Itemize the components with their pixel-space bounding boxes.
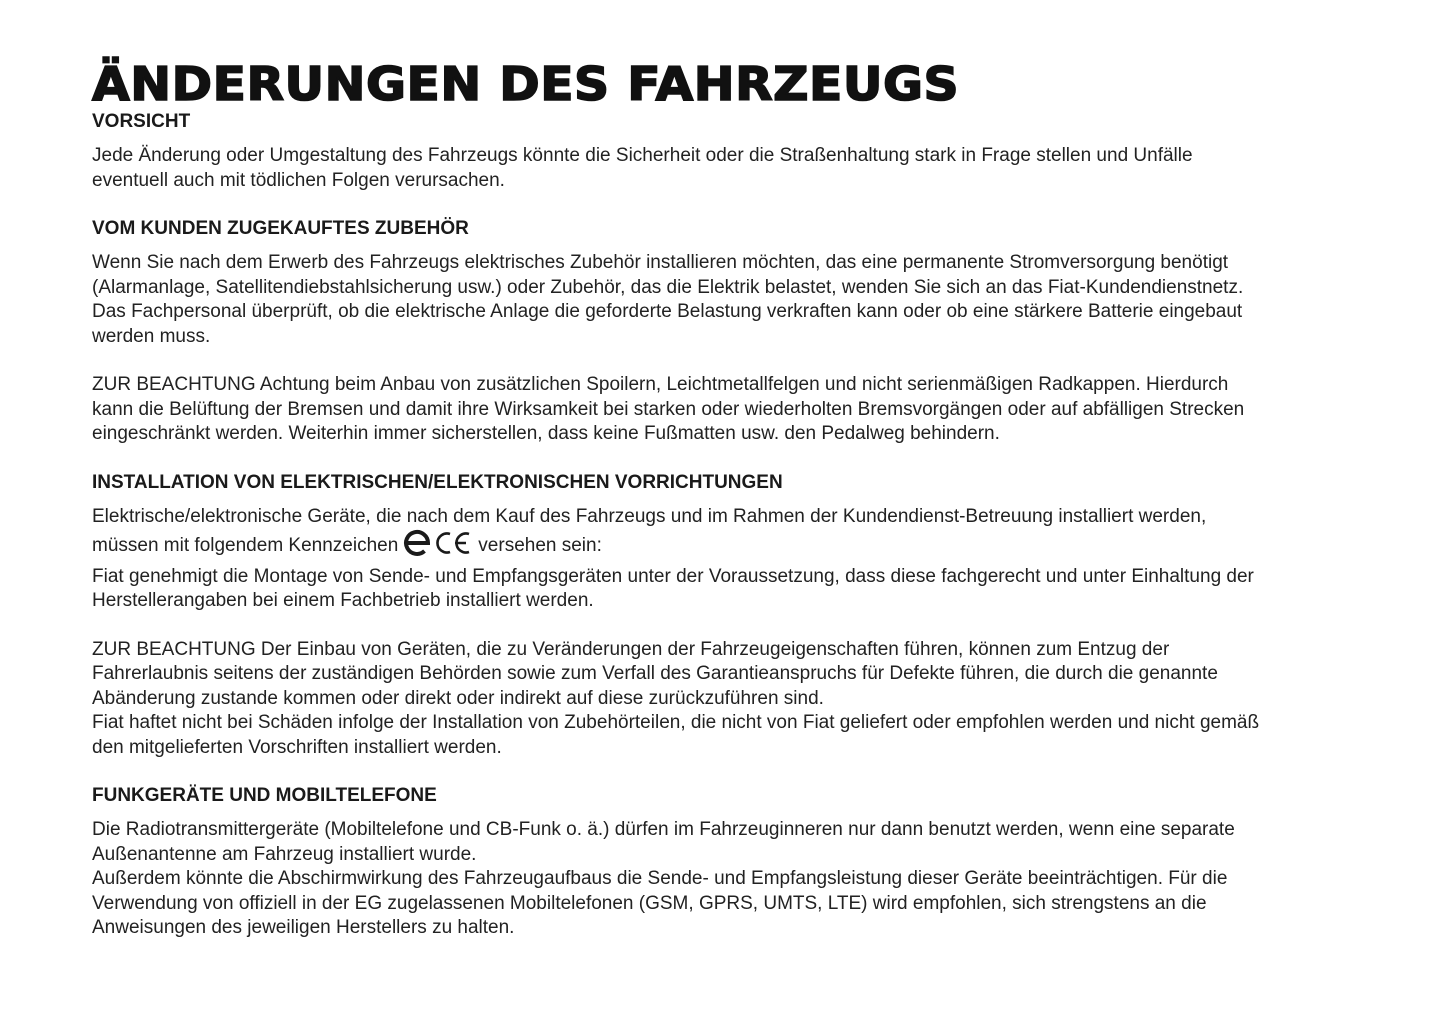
section-heading-electrical: INSTALLATION VON ELEKTRISCHEN/ELEKTRONISCHEN VORRICHTUNGEN (92, 471, 783, 493)
electrical-paragraph-2: Fiat genehmigt die Montage von Sende- und Empfangsgeräten unter der Voraussetzung, dass diese fachgerecht und unter Einhaltung der Herstellerangaben bei einem Fachbetrieb installiert werden. (92, 565, 1254, 611)
ece-mark-icon (402, 529, 474, 565)
caution-text: Jede Änderung oder Umgestaltung des Fahrzeugs könnte die Sicherheit oder die Straßenhaltung stark in Frage stellen und Unfälle eventuell auch mit tödlichen Folgen verursachen. (92, 145, 1193, 191)
accessories-note: ZUR BEACHTUNG Achtung beim Anbau von zusätzlichen Spoilern, Leichtmetallfelgen und nicht serienmäßigen Radkappen. Hierdurch kann die Belüftung der Bremsen und damit ihre Wirksamkeit bei starken oder wiederholten Bremsvorgängen oder auf abfälligen Strecken eingeschränkt werden. Weiterhin immer sicherstellen, dass keine Fußmatten usw. den Pedalweg behindern. (92, 374, 1245, 444)
accessories-paragraph: Wenn Sie nach dem Erwerb des Fahrzeugs elektrisches Zubehör installieren möchten, das eine permanente Stromversorgung benötigt (Alarmanlage, Satellitendiebstahlsicherung usw.) oder Zubehör, das die Elektrik belastet, wenden Sie sich an das Fiat-Kundendienstnetz. Das Fachpersonal überprüft, ob die elektrische Anlage die geforderte Belastung verkraften kann oder ob eine stärkere Batterie eingebaut werden muss. (92, 252, 1244, 347)
radio-paragraph-2: Außerdem könnte die Abschirmwirkung des Fahrzeugaufbaus die Sende- und Empfangsleistung dieser Geräte beeinträchtigen. Für die Verwendung von offiziell in der EG zugelassenen Mobiltelefonen (GSM, GPRS, UMTS, LTE) wird empfohlen, sich strengstens an die Anweisungen des jeweiligen Herstellers zu halten. (92, 868, 1228, 938)
radio-paragraph-1: Die Radiotransmittergeräte (Mobiltelefone und CB-Funk o. ä.) dürfen im Fahrzeuginneren nur dann benutzt werden, wenn eine separate Außenantenne am Fahrzeug installiert wurde. (92, 819, 1235, 865)
electrical-note-liability: Fiat haftet nicht bei Schäden infolge der Installation von Zubehörteilen, die nicht von Fiat geliefert oder empfohlen werden und nicht gemäß den mitgelieferten Vorschriften installiert werden. (92, 712, 1260, 758)
accessories-note-block (92, 373, 1262, 447)
electrical-paragraph-block (92, 505, 1262, 614)
caution-block (92, 144, 1262, 193)
section-heading-accessories: VOM KUNDEN ZUGEKAUFTES ZUBEHÖR (92, 218, 469, 239)
electrical-note-block (92, 638, 1262, 761)
caution-label: VORSICHT (92, 111, 191, 132)
electrical-text-after-mark: versehen sein: (478, 535, 602, 556)
electrical-text-before-mark: Elektrische/elektronische Geräte, die nach dem Kauf des Fahrzeugs und im Rahmen der Kundendienst-Betreuung installiert werden, müssen mit folgendem Kennzeichen (92, 505, 1207, 556)
accessories-paragraph-block (92, 251, 1262, 349)
electrical-paragraph (92, 505, 1262, 614)
document-page (92, 58, 1262, 957)
section-heading-radio: FUNKGERÄTE UND MOBILTELEFONE (92, 785, 437, 806)
electrical-note-text: ZUR BEACHTUNG Der Einbau von Geräten, die zu Veränderungen der Fahrzeugeigenschaften führen, können zum Entzug der Fahrerlaubnis seitens der zuständigen Behörden sowie zum Verfall des Garantieanspruchs für Defekte führen, die durch die genannte Abänderung zustande kommen oder direkt oder indirekt auf diese zurückzuführen sind. (92, 638, 1218, 709)
electrical-note (92, 638, 1262, 761)
radio-paragraph (92, 818, 1262, 941)
radio-paragraph-block (92, 818, 1262, 941)
page-title: ÄNDERUNGEN DES FAHRZEUGS (92, 57, 960, 111)
